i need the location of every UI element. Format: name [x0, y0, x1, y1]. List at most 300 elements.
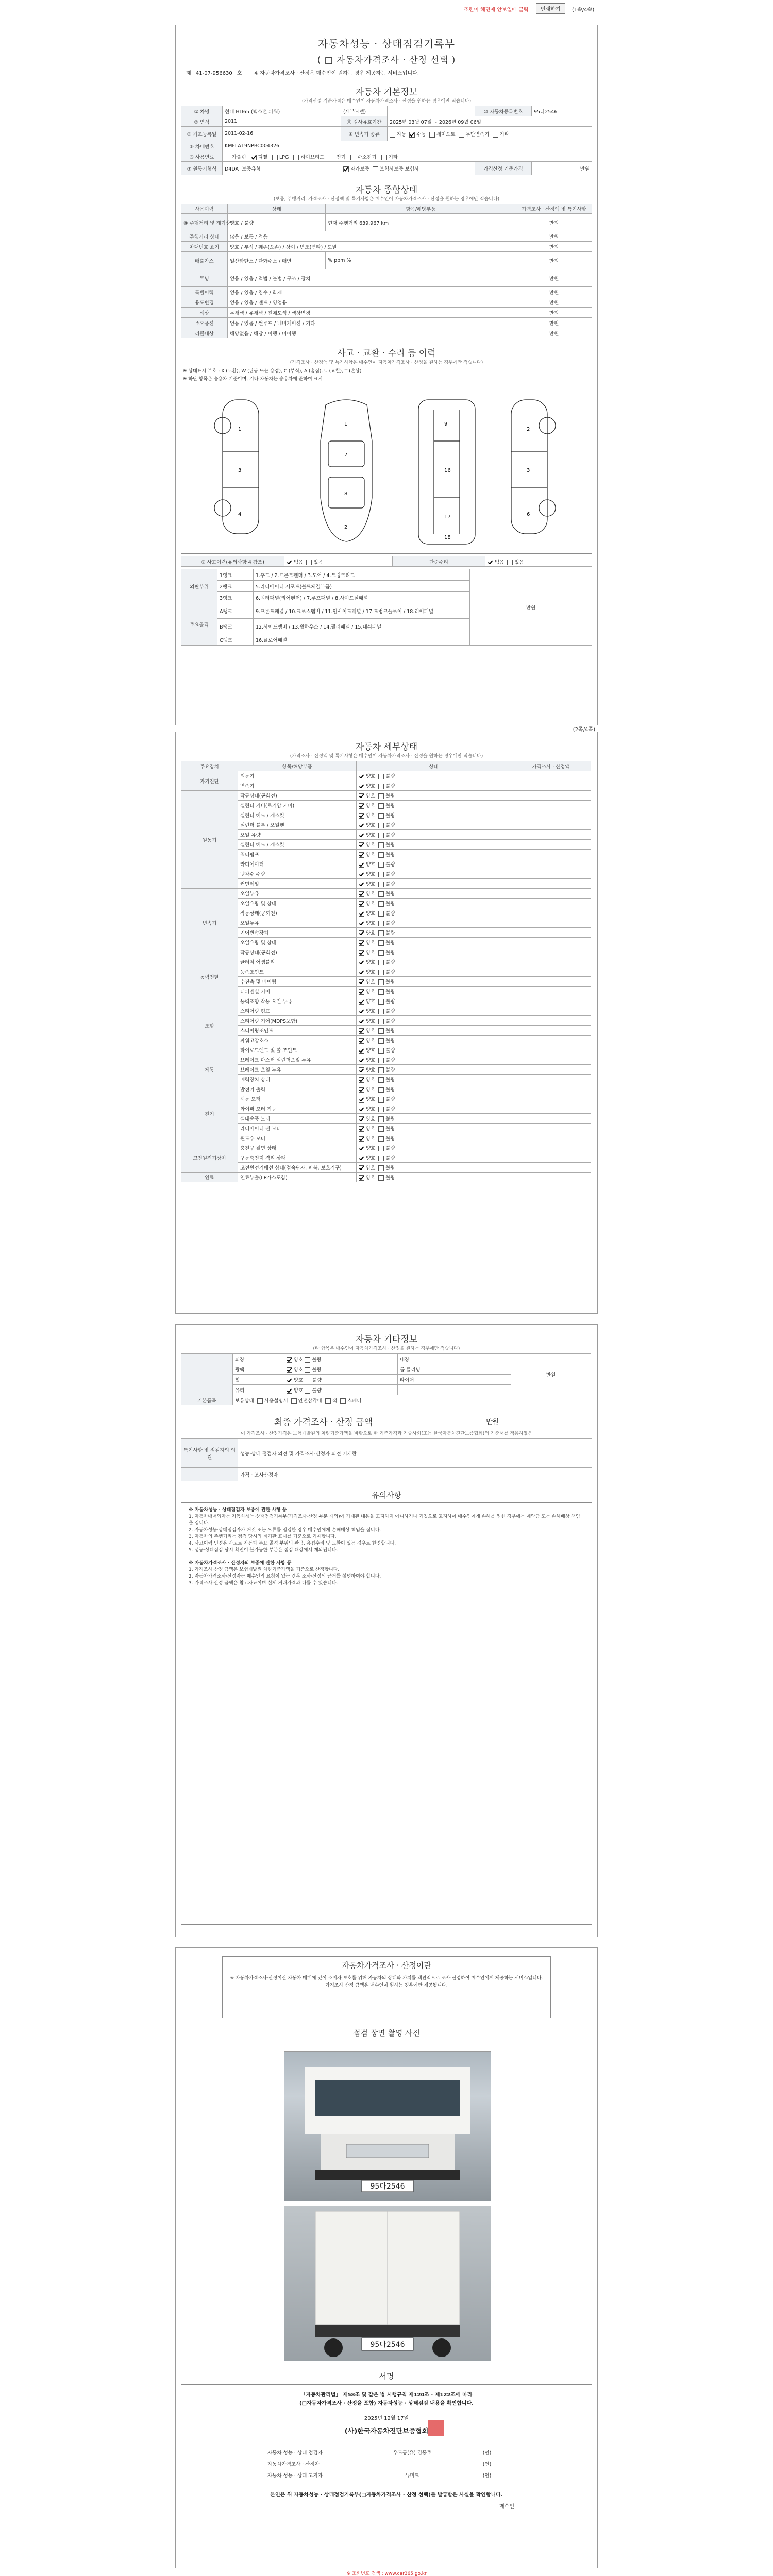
detail-item-label: 등속조인트	[238, 967, 357, 977]
final-price-unit: 만원	[486, 1418, 499, 1426]
detail-item-price	[511, 918, 591, 928]
detail-item-price	[511, 1133, 591, 1143]
detail-item-label: 동력조향 작동 오일 누유	[238, 996, 357, 1006]
svg-text:8: 8	[344, 491, 348, 497]
state-bad-checkbox	[378, 1097, 384, 1103]
state-ok-checkbox	[359, 1175, 364, 1181]
state-bad-checkbox	[378, 911, 384, 917]
svg-text:6: 6	[527, 512, 530, 517]
detail-item-label: 실린더 커버(로커암 커버)	[238, 801, 357, 810]
state-bad-checkbox	[378, 793, 384, 799]
state-ok-checkbox	[359, 1058, 364, 1063]
detail-item-state: 양호 불량	[357, 1114, 511, 1124]
final-price-title: 최종 가격조사 · 산정 금액	[274, 1417, 373, 1428]
detail-item-state: 양호 불량	[357, 1124, 511, 1133]
state-ok-checkbox	[359, 1156, 364, 1161]
state-ok-checkbox	[359, 852, 364, 858]
sign-date: 2025년 12월 17일	[364, 2416, 409, 2421]
other-title: 자동차 기타정보	[355, 1334, 418, 1345]
detail-item-state: 양호 불량	[357, 1163, 511, 1173]
detail-item-label: 클러치 어셈블리	[238, 957, 357, 967]
detail-item-label: 스티어링 기어(MDPS포함)	[238, 1016, 357, 1026]
detail-item-label: 고전원전기배선 상태(접속단자, 피복, 보호기구)	[238, 1163, 357, 1173]
detail-item-state: 양호 불량	[357, 1153, 511, 1163]
detail-item-price	[511, 1016, 591, 1026]
detail-row	[181, 1173, 591, 1182]
detail-item-label: 커먼레일	[238, 879, 357, 889]
detail-row	[181, 1026, 591, 1036]
basic-info-section	[181, 84, 592, 175]
detail-row	[181, 967, 591, 977]
state-ok-checkbox	[359, 784, 364, 789]
caution-section	[181, 1489, 592, 1925]
detail-item-label: 구동축전지 격리 상태	[238, 1153, 357, 1163]
basic-info-table: ① 차명 현대 HD65 (렉스턴 파워) (세부모델) ⑩ 자동차등록번호 95다2546 ② 연식 2011 ⑪ 검사유효기간 2025년 03월 07일 ~ 2026년 09월 06일 ③ 최초등록일 2011-02-16 ④ 변속기 종류 자동 수동 세미오토 무단변속기 기타 ⑤ 차대번호 KMFLA19NPBC004326 ⑥ 사용연료 가솔린 디젤 LPG 하이브리드 전기 수소전기 기타 ⑦ 원동기형식 D4DA 보증유형 자가보증 보험사보증 보험사 가격산정 기준가격 만원	[181, 106, 592, 175]
svg-text:7: 7	[344, 452, 348, 458]
state-ok-checkbox	[359, 1009, 364, 1014]
state-ok-checkbox	[359, 1067, 364, 1073]
detail-item-price	[511, 791, 591, 801]
state-ok-checkbox	[359, 891, 364, 897]
page-3	[175, 1324, 598, 1937]
detail-item-price	[511, 771, 591, 781]
detail-item-price	[511, 1065, 591, 1075]
detail-row	[181, 1143, 591, 1153]
detail-row	[181, 1055, 591, 1065]
detail-item-label: 실린더 헤드 / 개스킷	[238, 810, 357, 820]
detail-item-state: 양호 불량	[357, 1133, 511, 1143]
svg-text:2: 2	[527, 427, 530, 432]
detail-item-label: 발전기 출력	[238, 1084, 357, 1094]
state-ok-checkbox	[359, 793, 364, 799]
svg-text:9: 9	[444, 421, 448, 427]
state-bad-checkbox	[378, 891, 384, 897]
warranty-options: 자가보증 보험사보증 보험사	[341, 162, 475, 175]
truck-rear-image	[284, 2206, 491, 2361]
left-car-outline	[214, 400, 259, 534]
detail-item-price	[511, 1163, 591, 1173]
detail-item-state: 양호 불량	[357, 879, 511, 889]
state-ok-checkbox	[359, 833, 364, 838]
state-ok-checkbox	[359, 1116, 364, 1122]
detail-item-price	[511, 810, 591, 820]
detail-row	[181, 918, 591, 928]
state-bad-checkbox	[378, 823, 384, 828]
state-ok-checkbox	[359, 1126, 364, 1132]
state-bad-checkbox	[378, 852, 384, 858]
detail-row	[181, 928, 591, 938]
overall-table: 사용이력 상태 항목/해당부품 가격조사 · 산정액 및 특기사항 ⑧ 주행거리 및 계기상태 양호 / 불량 현재 주행거리 639,967 km 만원 주행거리 상태 많음 / 보통 / 적음 만원 차대번호 표기 양호 / 부식 / 훼손(오손) / 상이 / 변조(변타) / 도말 만원 배출가스 일산화탄소 / 탄화수소 / 매연 % ppm % 만원 튜닝 없음 / 있음 / 적법 / 불법 / 구조 / 장치 만원 특별이력 없음 / 있음 / 침수 / 화재 만원 용도변경 없음 / 있음 / 렌트 / 영업용 만원 색상 무채색 / 유채색 / 전체도색 / 색상변경 만원 주요옵션 없음 / 있음 / 썬루프 / 네비게이션 / 기타 만원 리콜대상 해당없음 / 해당 / 이행 / 미이행 만원	[181, 204, 592, 338]
print-button[interactable]: 인쇄하기	[536, 3, 565, 14]
detail-group-label: 동력전달	[181, 957, 238, 996]
state-ok-checkbox	[359, 872, 364, 877]
state-bad-checkbox	[378, 989, 384, 995]
detail-item-label: 원동기	[238, 771, 357, 781]
detail-row	[181, 1036, 591, 1045]
detail-row	[181, 781, 591, 791]
final-price-note: 이 가격조사 · 산정가격은 보험개발원의 차량기준가액을 바탕으로 한 기준가격과 기술사회(또는 한국자동차진단보증협회)의 기준서를 적용하였음	[241, 1431, 532, 1436]
state-bad-checkbox	[378, 1077, 384, 1083]
state-ok-checkbox	[359, 1136, 364, 1142]
state-bad-checkbox	[378, 803, 384, 809]
state-ok-checkbox	[359, 921, 364, 926]
detail-item-price	[511, 1104, 591, 1114]
state-ok-checkbox	[359, 842, 364, 848]
detail-item-label: 라디에이터 팬 모터	[238, 1124, 357, 1133]
detail-row	[181, 977, 591, 987]
svg-text:16: 16	[444, 468, 451, 473]
intro-title: 자동차가격조사 · 산정이란	[342, 1961, 431, 1970]
detail-group-label: 원동기	[181, 791, 238, 889]
overall-title: 자동차 종합상태	[355, 185, 418, 195]
detail-row	[181, 987, 591, 996]
detail-item-price	[511, 967, 591, 977]
detail-item-price	[511, 859, 591, 869]
detail-item-price	[511, 908, 591, 918]
detail-item-label: 시동 모터	[238, 1094, 357, 1104]
detail-item-label: 작동상태(공회전)	[238, 791, 357, 801]
state-bad-checkbox	[378, 1067, 384, 1073]
detail-item-price	[511, 957, 591, 967]
accident-section	[181, 346, 592, 646]
state-bad-checkbox	[378, 1126, 384, 1132]
other-table: 외장 양호 불량 내장 만원 광택 양호 불량 룸 클리닝 휠 양호 불량 타이어 유리 양호 불량 기본품목 보유상태 사용설명서 안전삼각대 잭 스패너	[181, 1353, 591, 1405]
detail-item-state: 양호 불량	[357, 840, 511, 850]
state-ok-checkbox	[359, 930, 364, 936]
detail-item-price	[511, 1143, 591, 1153]
detail-item-price	[511, 1075, 591, 1084]
detail-item-label: 워터펌프	[238, 850, 357, 859]
state-bad-checkbox	[378, 1116, 384, 1122]
detail-row	[181, 996, 591, 1006]
signatory-table: 자동차 성능 · 상태 점검자 우도동(유) 김동주 (인) 자동차가격조사 · 산정자 (인) 자동차 성능 · 상태 고지자 뉴머트 (인)	[267, 2450, 492, 2479]
state-ok-checkbox	[359, 813, 364, 819]
detail-row	[181, 899, 591, 908]
fuel-options: 가솔린 디젤 LPG 하이브리드 전기 수소전기 기타	[223, 151, 592, 162]
detail-item-price	[511, 1114, 591, 1124]
detail-item-label: 변속기	[238, 781, 357, 791]
detail-item-state: 양호 불량	[357, 918, 511, 928]
page-4	[175, 1947, 598, 2568]
state-ok-checkbox	[359, 950, 364, 956]
detail-item-price	[511, 1055, 591, 1065]
detail-item-label: 충전구 절연 상태	[238, 1143, 357, 1153]
detail-item-price	[511, 820, 591, 830]
detail-row	[181, 810, 591, 820]
state-bad-checkbox	[378, 1038, 384, 1044]
state-ok-checkbox	[359, 999, 364, 1005]
detail-item-label: 작동상태(공회전)	[238, 908, 357, 918]
detail-group-label: 자기진단	[181, 771, 238, 791]
detail-row	[181, 1075, 591, 1084]
service-notice: ※ 자동차가격조사 · 산정은 매수인이 원하는 경우 제공하는 서비스입니다.	[254, 71, 419, 76]
detail-item-price	[511, 781, 591, 791]
state-ok-checkbox	[359, 803, 364, 809]
detail-item-label: 타이로드엔드 및 볼 조인트	[238, 1045, 357, 1055]
svg-text:17: 17	[444, 514, 451, 520]
detail-item-price	[511, 1124, 591, 1133]
detail-item-state: 양호 불량	[357, 928, 511, 938]
detail-item-price	[511, 987, 591, 996]
state-ok-checkbox	[359, 823, 364, 828]
state-bad-checkbox	[378, 1136, 384, 1142]
state-bad-checkbox	[378, 1058, 384, 1063]
detail-item-price	[511, 850, 591, 859]
state-bad-checkbox	[378, 862, 384, 868]
detail-item-price	[511, 1036, 591, 1045]
state-bad-checkbox	[378, 999, 384, 1005]
detail-row	[181, 850, 591, 859]
detail-item-label: 윈도우 모터	[238, 1133, 357, 1143]
detail-item-state: 양호 불량	[357, 801, 511, 810]
basic-info-title: 자동차 기본정보	[355, 87, 418, 97]
state-bad-checkbox	[378, 882, 384, 887]
state-bad-checkbox	[378, 833, 384, 838]
state-ok-checkbox	[359, 774, 364, 779]
sign-company: (사)한국자동차진단보증협회	[345, 2426, 429, 2435]
state-bad-checkbox	[378, 1028, 384, 1034]
detail-item-label: 스티어링 펌프	[238, 1006, 357, 1016]
detail-row	[181, 1016, 591, 1026]
vin: KMFLA19NPBC004326	[223, 141, 592, 151]
truck-front-image	[284, 2052, 491, 2201]
photos-title: 점검 장면 촬영 사진	[352, 2028, 421, 2038]
state-ok-checkbox	[359, 1028, 364, 1034]
state-ok-checkbox	[359, 960, 364, 965]
state-bad-checkbox	[378, 1019, 384, 1024]
detail-item-label: 오일누유	[238, 889, 357, 899]
detail-item-label: 와이퍼 모터 기능	[238, 1104, 357, 1114]
detail-item-state: 양호 불량	[357, 810, 511, 820]
doc-subtitle: ( □ 자동차가격조사 · 산정 선택 )	[317, 55, 456, 65]
detail-item-price	[511, 977, 591, 987]
final-price-section	[181, 1415, 592, 1481]
svg-text:3: 3	[527, 468, 530, 473]
detail-item-state: 양호 불량	[357, 1084, 511, 1094]
state-bad-checkbox	[378, 1087, 384, 1093]
state-ok-checkbox	[359, 911, 364, 917]
page-2	[175, 727, 598, 1314]
detail-item-price	[511, 947, 591, 957]
detail-item-label: 연료누출(LP가스포함)	[238, 1173, 357, 1182]
detail-item-label: 오일유량 및 상태	[238, 938, 357, 947]
overall-section	[181, 182, 592, 338]
rank-table: 외판부위 1랭크 1.후드 / 2.프론트펜더 / 3.도어 / 4.트렁크리드 만원 2랭크 5.라디에이터 서포트(볼트체결부품) 3랭크 6.쿼터패널(리어펜더) / 7.루프패널 / 8.사이드실패널 주요골격 A랭크 9.프론트패널 / 10.크로스멤버 / 11.인사이드패널 / 17.트렁크플로어 / 18.리어패널 B랭크 12.사이드멤버 / 13.휠하우스 / 14.필러패널 / 15.대쉬패널 C랭크 16.플로어패널	[181, 569, 592, 646]
state-ok-checkbox	[359, 1019, 364, 1024]
detail-item-price	[511, 938, 591, 947]
truck-plate-rear: 95다2546	[370, 2341, 405, 2349]
detail-item-label: 배력장치 상태	[238, 1075, 357, 1084]
detail-item-state: 양호 불량	[357, 1055, 511, 1065]
detail-item-label: 오일 유량	[238, 830, 357, 840]
detail-item-label: 브레이크 마스터 실린더오일 누유	[238, 1055, 357, 1065]
detail-item-price	[511, 1153, 591, 1163]
detail-item-price	[511, 1045, 591, 1055]
detail-item-label: 오일누유	[238, 918, 357, 928]
detail-row	[181, 938, 591, 947]
odometer: 현재 주행거리 639,967 km	[326, 214, 516, 231]
detail-item-label: 추진축 및 베어링	[238, 977, 357, 987]
detail-item-price	[511, 801, 591, 810]
frame-outline	[418, 400, 475, 544]
special-notes-table: 특기사항 및 점검자의 의견 성능·상태 점검자 의견 및 가격조사·산정자 의견 기재란 가격 · 조사산정자	[181, 1438, 592, 1481]
detail-item-state: 양호 불량	[357, 899, 511, 908]
detail-item-state: 양호 불량	[357, 771, 511, 781]
detail-item-state: 양호 불량	[357, 1036, 511, 1045]
svg-text:3: 3	[238, 468, 242, 473]
sign-section	[181, 2370, 592, 2554]
sign-box: 「자동차관리법」 제58조 및 같은 법 시행규칙 제120조 · 제122조에 따라 (□자동차가격조사 · 산정을 포함) 자동차성능 · 상태점검 내용을 확인합니다. 2025년 12월 17일 (사)한국자동차진단보증협회 자동차 성능 · 상태 점검자 우도동(유) 김동주 (인) 자동차가격조사 · 산정자 (인) 자동차 성능 · 상태 고지자 뉴머트 (인) 본인은 위 자동차성능 · 상태점검기록부(□자동차가격조사 · 산정 선택)를 발급받은 사실을 확인합니다. 매수인	[181, 2384, 592, 2554]
detail-item-price	[511, 899, 591, 908]
detail-item-state: 양호 불량	[357, 1045, 511, 1055]
detail-item-label: 브레이크 오일 누유	[238, 1065, 357, 1075]
intro-text: ※ 자동차가격조사·산정이란 자동차 매매에 있어 소비자 보호를 위해 자동차의 상태와 가치를 객관적으로 조사·산정하여 매수인에게 제공하는 서비스입니다. 가격조사·산정 금액은 매수인이 원하는 경우에만 제공됩니다.	[230, 1976, 543, 1988]
detail-row	[181, 869, 591, 879]
detail-group-label: 고전원전기장치	[181, 1143, 238, 1173]
detail-item-label: 실내송풍 모터	[238, 1114, 357, 1124]
detail-row	[181, 879, 591, 889]
buyer-confirm: 본인은 위 자동차성능 · 상태점검기록부(□자동차가격조사 · 산정 선택)를 발급받은 사실을 확인합니다.	[270, 2492, 503, 2498]
state-ok-checkbox	[359, 1077, 364, 1083]
state-bad-checkbox	[378, 970, 384, 975]
state-ok-checkbox	[359, 1097, 364, 1103]
state-ok-checkbox	[359, 901, 364, 907]
state-ok-checkbox	[359, 882, 364, 887]
detail-item-state: 양호 불량	[357, 947, 511, 957]
intro-box	[222, 1956, 551, 2018]
detail-item-state: 양호 불량	[357, 957, 511, 967]
state-bad-checkbox	[378, 872, 384, 877]
detail-item-state: 양호 불량	[357, 820, 511, 830]
detail-item-state: 양호 불량	[357, 869, 511, 879]
accident-history-row: ⑨ 사고이력(유의사항 4 참조) 없음 있음 단순수리 없음 있음	[181, 556, 592, 567]
transmission-options: 자동 수동 세미오토 무단변속기 기타	[388, 127, 592, 141]
detail-row	[181, 1124, 591, 1133]
truck-plate-front: 95다2546	[370, 2182, 405, 2191]
detail-item-state: 양호 불량	[357, 889, 511, 899]
detail-item-state: 양호 불량	[357, 1173, 511, 1182]
detail-item-state: 양호 불량	[357, 850, 511, 859]
detail-item-state: 양호 불량	[357, 859, 511, 869]
state-bad-checkbox	[378, 940, 384, 946]
detail-item-state: 양호 불량	[357, 1094, 511, 1104]
state-bad-checkbox	[378, 774, 384, 779]
detail-row	[181, 820, 591, 830]
detail-item-state: 양호 불량	[357, 781, 511, 791]
state-bad-checkbox	[378, 1165, 384, 1171]
state-bad-checkbox	[378, 1156, 384, 1161]
company-seal	[428, 2420, 444, 2436]
state-bad-checkbox	[378, 901, 384, 907]
detail-row	[181, 1006, 591, 1016]
svg-text:1: 1	[344, 421, 348, 427]
detail-row	[181, 957, 591, 967]
detail-row	[181, 1163, 591, 1173]
detail-item-price	[511, 840, 591, 850]
top-bar	[175, 3, 598, 24]
detail-item-price	[511, 1026, 591, 1036]
state-ok-checkbox	[359, 970, 364, 975]
detail-item-price	[511, 1173, 591, 1182]
state-bad-checkbox	[378, 1175, 384, 1181]
detail-item-state: 양호 불량	[357, 1026, 511, 1036]
detail-item-state: 양호 불량	[357, 996, 511, 1006]
other-sub: (타 항목은 매수인이 자동차가격조사 · 산정을 원하는 경우에만 적습니다)	[313, 1346, 460, 1351]
state-bad-checkbox	[378, 979, 384, 985]
detail-item-label: 스티어링조인트	[238, 1026, 357, 1036]
car-diagram-box	[181, 384, 592, 554]
detail-group-label: 연료	[181, 1173, 238, 1182]
state-bad-checkbox	[378, 784, 384, 789]
detail-item-state: 양호 불량	[357, 967, 511, 977]
click-notice[interactable]: 조련이 해면에 안보일때 클릭	[464, 7, 529, 13]
detail-title: 자동차 세부상태	[355, 742, 418, 752]
state-ok-checkbox	[359, 862, 364, 868]
svg-text:1: 1	[238, 427, 242, 432]
top-car-outline	[321, 400, 372, 541]
detail-item-price	[511, 889, 591, 899]
state-ok-checkbox	[359, 989, 364, 995]
detail-row	[181, 947, 591, 957]
page-number: (1쪽/4쪽)	[572, 7, 595, 13]
state-ok-checkbox	[359, 1048, 364, 1054]
page-1	[175, 25, 598, 725]
svg-text:2: 2	[344, 524, 348, 530]
state-ok-checkbox	[359, 1107, 364, 1112]
detail-row	[181, 1065, 591, 1075]
detail-item-label: 파워고압호스	[238, 1036, 357, 1045]
detail-item-state: 양호 불량	[357, 1016, 511, 1026]
detail-row	[181, 1153, 591, 1163]
detail-row	[181, 859, 591, 869]
detail-item-label: 실린더 헤드 / 개스킷	[238, 840, 357, 850]
detail-item-state: 양호 불량	[357, 1065, 511, 1075]
caution-box: ※ 자동차성능 · 상태점검자 보증에 관한 사항 등 1. 자동차매매업자는 자동차성능·상태점검기록부(가격조사·산정 부분 제외)에 기재된 내용을 고지하지 아니하거나 거짓으로 고지하여 매수인에게 손해를 입힌 경우에는 계약금 또는 손해배상 책임을 집니다. 2. 자동차성능·상태점검자가 거짓 또는 오류를 점검한 경우 매수인에게 손해배상 책임을 집니다. 3. 자동차의 주행거리는 점검 당시의 계기판 표시를 기준으로 기재합니다. 4. 사고이력 인정은 사고로 자동차 주요 골격 부위의 판금, 용접수리 및 교환이 있는 경우로 한정합니다. 5. 성능·상태점검 당시 확인이 불가능한 부분은 점검 대상에서 제외됩니다. ※ 자동차가격조사 · 산정자의 보증에 관한 사항 등 1. 가격조사·산정 금액은 보험개발원 차량기준가액을 기준으로 산정합니다. 2. 자동차가격조사·산정자는 매수인의 요청이 있는 경우 조사·산정의 근거를 설명하여야 합니다. 3. 가격조사·산정 금액은 참고자료이며 실제 거래가격과 다를 수 있습니다.	[181, 1502, 592, 1925]
overall-sub: (보증, 주행거리, 가격조사 · 산정액 및 특기사항은 매수인이 자동차가격조사 · 산정을 원하는 경우에만 적습니다)	[273, 197, 500, 202]
detail-table: 주요장치 항목/해당부품 상태 가격조사 · 산정액 자기진단 원동기 양호 불량 변속기 양호 불량 원동기 작동상태(공회전) 양호 불량 실린더 커버(로커암 커버) 양호 불량 실린더 헤드 / 개스킷 양호 불량 실린더 블록 / 오일팬 양호 불량 오일 유량 양호 불량 실린더 헤드 / 개스킷 양호 불량 워터펌프 양호 불량 라디에이터 양호 불량 냉각수 수량 양호 불량 커먼레일 양호 불량 변속기 오일누유 양호 불량 오일유량 및 상태 양호 불량 작동상태(공회전) 양호 불량 오일누유 양호 불량 기어변속장치 양호 불량 오일유량 및 상태 양호 불량 작동상태(공회전) 양호 불량 동력전달 클러치 어셈블리 양호 불량 등속조인트 양호 불량 추진축 및 베어링 양호 불량 디퍼렌셜 기어 양호 불량 조향 동력조향 작동 오일 누유 양호 불량 스티어링 펌프 양호 불량 스티어링 기어(MDPS포함) 양호 불량 스티어링조인트 양호 불량 파워고압호스 양호 불량 타이로드엔드 및 볼 조인트 양호 불량 제동 브레이크 마스터 실린더오일 누유 양호 불량 브레이크 오일 누유 양호 불량 배력장치 상태 양호 불량 전기 발전기 출력 양호 불량 시동 모터 양호 불량 와이퍼 모터 기능 양호 불량 실내송풍 모터 양호 불량 라디에이터 팬 모터 양호 불량 윈도우 모터 양호 불량 고전원전기장치 충전구 절연 상태 양호 불량 구동축전지 격리 상태 양호 불량 고전원전기배선 상태(접속단자, 피복, 보호기구) 양호 불량 연료 연료누출(LP가스포함) 양호 불량	[181, 761, 591, 1182]
detail-row	[181, 908, 591, 918]
state-bad-checkbox	[378, 921, 384, 926]
state-bad-checkbox	[378, 1107, 384, 1112]
bottom-notice[interactable]: ※ 조회번호 검색 : www.car365.go.kr	[346, 2571, 427, 2576]
state-bad-checkbox	[378, 960, 384, 965]
state-bad-checkbox	[378, 1048, 384, 1054]
detail-row	[181, 840, 591, 850]
state-bad-checkbox	[378, 813, 384, 819]
detail-item-price	[511, 996, 591, 1006]
sign-title: 서명	[379, 2371, 394, 2381]
detail-item-state: 양호 불량	[357, 791, 511, 801]
detail-group-label: 제동	[181, 1055, 238, 1084]
engine-type: D4DA 보증유형	[223, 162, 341, 175]
state-ok-checkbox	[359, 1038, 364, 1044]
detail-item-price	[511, 1094, 591, 1104]
detail-row	[181, 1084, 591, 1094]
accident-legend-2: ※ 하단 항목은 승용차 기준이며, 기타 자동차는 승용차에 준하여 표시	[183, 377, 323, 382]
detail-item-label: 작동상태(공회전)	[238, 947, 357, 957]
detail-item-state: 양호 불량	[357, 1143, 511, 1153]
state-bad-checkbox	[378, 842, 384, 848]
detail-item-label: 실린더 블록 / 오일팬	[238, 820, 357, 830]
detail-item-price	[511, 869, 591, 879]
right-car-outline	[511, 400, 556, 534]
detail-row	[181, 801, 591, 810]
detail-item-price	[511, 830, 591, 840]
accident-title: 사고 · 교환 · 수리 등 이력	[337, 348, 436, 359]
detail-row	[181, 1094, 591, 1104]
detail-item-label: 라디에이터	[238, 859, 357, 869]
page-number-2: (2쪽/4쪽)	[573, 727, 595, 733]
